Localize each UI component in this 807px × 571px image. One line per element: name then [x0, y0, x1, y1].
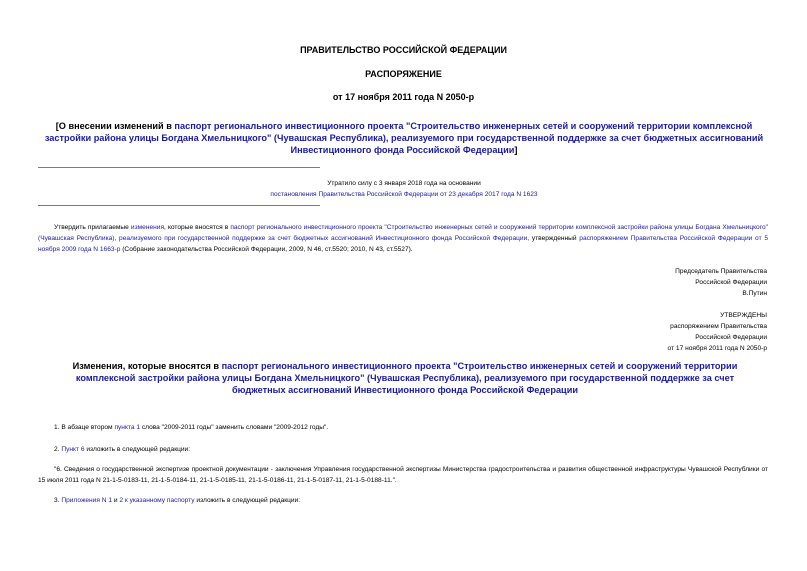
item-3-text-b: и: [112, 497, 120, 504]
signature-name: В.Путин: [742, 290, 767, 297]
title-prefix: [О внесении изменений в: [55, 121, 175, 131]
government-heading: ПРАВИТЕЛЬСТВО РОССИЙСКОЙ ФЕДЕРАЦИИ: [300, 45, 507, 55]
divider-top: [38, 167, 320, 168]
approved-block: [467, 310, 767, 354]
changes-title: [50, 360, 760, 396]
approved-country: Российской Федерации: [695, 334, 767, 341]
intro-text-4: (Собрание законодательства Российской Федерации, 2009, N 46, ст.5520; 2010, N 43, ст.5527).: [120, 246, 413, 253]
approved-date: от 17 ноября 2011 года N 2050-р: [667, 345, 767, 352]
item-1-text-a: 1. В абзаце втором: [54, 424, 115, 431]
intro-text-1: Утвердить прилагаемые: [54, 224, 131, 231]
item-2-link[interactable]: Пункт 6: [61, 446, 85, 453]
intro-link-changes[interactable]: изменения: [130, 224, 165, 231]
approved-order: распоряжением Правительства: [670, 323, 767, 330]
item-3-text-a: 3.: [54, 497, 62, 504]
item-2-quote: "6. Сведения о государственной экспертизе проектной документации - заключения Управления государственной экспертизы Министерства градостроительства и развития общественной инфраструктуры Чувашской Республики от 15 июля 2011 года N 21-1-5-0183-11, 21-1-5-0184-11, 21-1-5-0185-11, 21-1-5-0186-11, 21-1-5-0187-11, 21-1-5-0188-11.".: [38, 466, 768, 484]
signature-block: [467, 266, 767, 299]
signature-position: Председатель Правительства: [675, 268, 767, 275]
item-1: [38, 422, 768, 433]
status-note: [210, 178, 598, 200]
intro-text-2: , которые вносятся в: [164, 224, 231, 231]
item-3-link-passport[interactable]: 2 к указанному паспорту: [119, 497, 195, 504]
item-3-text-c: изложить в следующей редакции:: [194, 497, 301, 504]
item-1-text-b: слова "2009-2011 годы" заменить словами "2009-2012 годы".: [140, 424, 329, 431]
divider-bottom: [38, 205, 320, 206]
item-3: [38, 495, 768, 506]
intro-link-passport[interactable]: паспорт регионального инвестиционного проекта "Строительство инженерных сетей и сооружений территории комплексной застройки района улицы Богдана Хмельницкого" (Чувашская Республика), реализуемого при государственной поддержке за счет бюджетных ассигнований Инвестиционного фонда Российской Федерации: [38, 224, 768, 242]
approved-label: УТВЕРЖДЕНЫ: [720, 312, 767, 319]
title-suffix: ]: [514, 145, 518, 155]
changes-title-link[interactable]: паспорт регионального инвестиционного проекта "Строительство инженерных сетей и сооружений территории комплексной застройки района улицы Богдана Хмельницкого" (Чувашская Республика), реализуемого при государственной поддержке за счет бюджетных ассигнований Инвестиционного фонда Российской Федерации: [75, 361, 738, 395]
item-2: [38, 444, 768, 455]
intro-paragraph: [38, 222, 768, 255]
status-line: Утратило силу с 3 января 2018 года на основании: [327, 180, 481, 187]
intro-link-order[interactable]: распоряжением Правительства Российской Федерации от 5 ноября 2009 года N 1663-р: [38, 235, 768, 253]
document-date-number: от 17 ноября 2011 года N 2050-р: [332, 92, 475, 102]
signature-country: Российской Федерации: [695, 279, 767, 286]
status-link[interactable]: постановления Правительства Российской Федерации от 23 декабря 2017 года N 1623: [270, 191, 538, 198]
changes-title-prefix: Изменения, которые вносятся в: [72, 361, 222, 371]
item-2-text-a: 2.: [54, 446, 62, 453]
document-type-heading: РАСПОРЯЖЕНИЕ: [365, 69, 442, 79]
intro-text-3: , утвержденный: [527, 235, 580, 242]
document-title: [38, 120, 770, 156]
title-link[interactable]: паспорт регионального инвестиционного проекта "Строительство инженерных сетей и сооружений территории комплексной застройки района улицы Богдана Хмельницкого" (Чувашская Республика), реализуемого при государственной поддержке за счет бюджетных ассигнований Инвестиционного фонда Российской Федерации: [44, 121, 764, 155]
item-3-link-annexes[interactable]: Приложения N 1: [61, 497, 113, 504]
item-1-link[interactable]: пункта 1: [114, 424, 141, 431]
item-2-text-b: изложить в следующей редакции:: [84, 446, 191, 453]
